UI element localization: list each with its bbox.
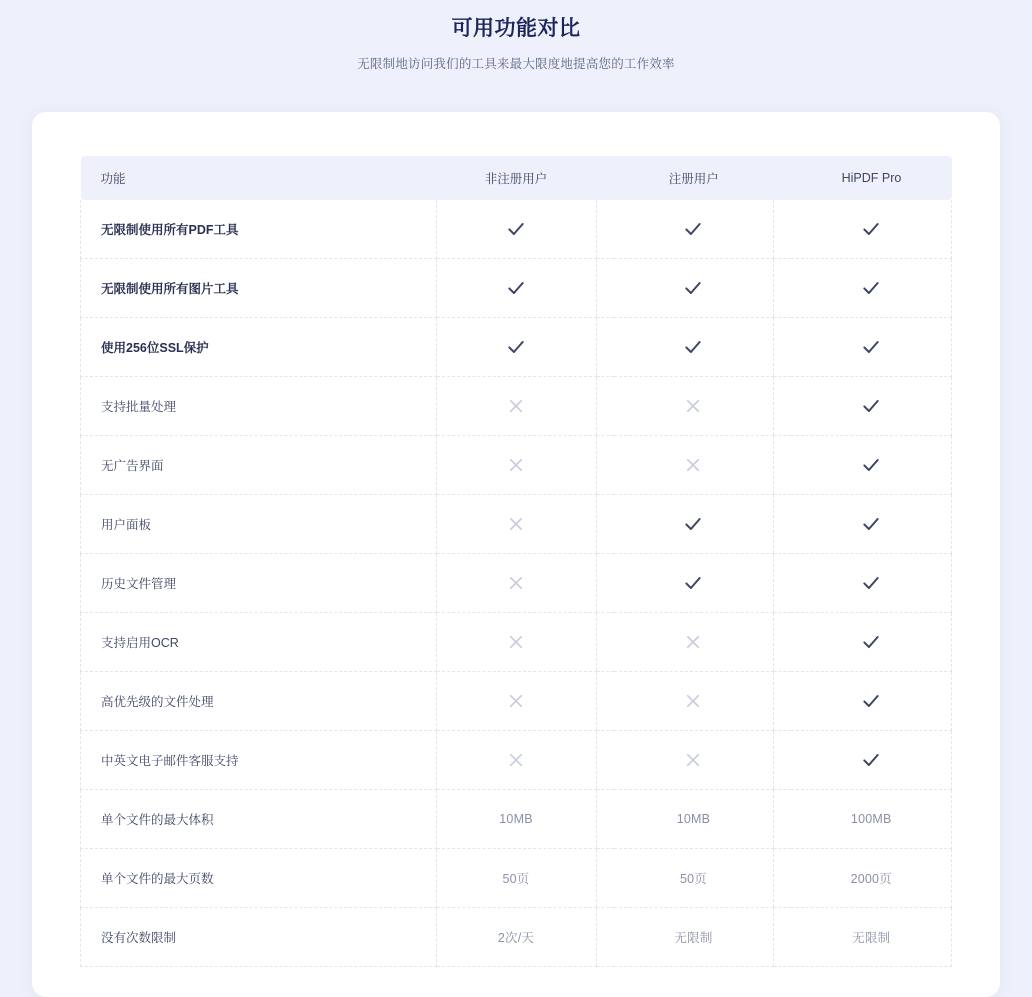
feature-value-cell [436,259,596,318]
column-divider [596,554,614,613]
feature-label: 支持批量处理 [81,377,437,436]
feature-label: 高优先级的文件处理 [81,672,437,731]
feature-label: 支持启用OCR [81,613,437,672]
feature-label: 使用256位SSL保护 [81,318,437,377]
column-divider [774,259,792,318]
table-row [81,731,952,790]
feature-value-cell [614,377,774,436]
page-title: 可用功能对比 [451,17,581,40]
feature-label: 用户面板 [81,495,437,554]
feature-value-cell [614,790,774,849]
cross-icon [507,752,525,766]
feature-value-cell [614,259,774,318]
cross-icon [684,752,702,766]
table-row [81,377,952,436]
feature-value-cell [436,200,596,259]
check-icon [683,339,703,353]
feature-value-cell [436,318,596,377]
feature-value-cell [791,731,951,790]
table-row [81,554,952,613]
feature-value-cell [614,849,774,908]
check-icon [683,221,703,235]
check-icon [683,280,703,294]
table-row [81,613,952,672]
check-icon [861,634,881,648]
column-divider [774,731,792,790]
table-row [81,259,952,318]
table-row [81,436,952,495]
column-header-registered: 注册用户 [614,156,774,200]
header-spacer-2 [774,156,792,200]
column-divider [596,377,614,436]
feature-value-cell [614,672,774,731]
cross-icon [684,398,702,412]
feature-value-cell [791,318,951,377]
feature-value-cell [791,790,951,849]
column-divider [774,613,792,672]
feature-label: 单个文件的最大页数 [81,849,437,908]
table-header-row [81,156,952,200]
column-divider [596,849,614,908]
check-icon [683,516,703,530]
feature-value-cell [791,908,951,967]
column-header-guest: 非注册用户 [436,156,596,200]
feature-value-cell [436,849,596,908]
cross-icon [507,693,525,707]
column-divider [774,908,792,967]
feature-value-cell [791,200,951,259]
check-icon [861,693,881,707]
table-row [81,790,952,849]
check-icon [861,457,881,471]
header-spacer-1 [596,156,614,200]
check-icon [506,280,526,294]
check-icon [861,339,881,353]
column-divider [774,554,792,613]
feature-label: 无限制使用所有PDF工具 [81,200,437,259]
feature-label: 中英文电子邮件客服支持 [81,731,437,790]
feature-value-text: 100MB [850,812,892,826]
check-icon [861,221,881,235]
column-divider [774,318,792,377]
feature-value-cell [614,613,774,672]
check-icon [506,339,526,353]
feature-value-text: 50页 [502,872,530,886]
cross-icon [684,457,702,471]
feature-value-cell [436,554,596,613]
column-divider [596,495,614,554]
table-row [81,672,952,731]
check-icon [861,280,881,294]
feature-label: 单个文件的最大体积 [81,790,437,849]
table-header [81,156,952,200]
column-divider [596,613,614,672]
table-row [81,908,952,967]
column-divider [596,200,614,259]
column-divider [596,436,614,495]
feature-label: 无限制使用所有图片工具 [81,259,437,318]
check-icon [861,752,881,766]
feature-value-cell [436,790,596,849]
feature-value-cell [791,613,951,672]
cross-icon [507,457,525,471]
feature-value-cell [436,436,596,495]
feature-value-text: 无限制 [674,931,713,945]
column-divider [774,436,792,495]
feature-value-cell [436,495,596,554]
feature-value-cell [436,672,596,731]
table-row [81,200,952,259]
page-subtitle: 无限制地访问我们的工具来最大限度地提高您的工作效率 [357,57,675,71]
feature-value-cell [436,731,596,790]
feature-value-cell [614,731,774,790]
check-icon [861,575,881,589]
check-icon [506,221,526,235]
column-divider [774,495,792,554]
column-divider [774,849,792,908]
feature-value-cell [791,849,951,908]
cross-icon [507,516,525,530]
feature-value-cell [614,200,774,259]
feature-value-cell [791,377,951,436]
feature-value-cell [436,377,596,436]
column-divider [774,790,792,849]
feature-value-text: 50页 [679,872,707,886]
cross-icon [507,398,525,412]
feature-value-text: 10MB [499,812,533,826]
feature-value-cell [791,495,951,554]
feature-value-cell [791,554,951,613]
check-icon [861,516,881,530]
column-divider [774,377,792,436]
column-header-feature: 功能 [81,156,437,200]
cross-icon [684,634,702,648]
table-row [81,495,952,554]
column-divider [596,908,614,967]
feature-value-cell [791,436,951,495]
feature-comparison-table [80,156,952,967]
cross-icon [684,693,702,707]
feature-value-text: 2000页 [850,872,892,886]
feature-value-text: 无限制 [852,931,891,945]
column-divider [596,672,614,731]
column-divider [596,318,614,377]
column-divider [596,731,614,790]
feature-value-cell [614,554,774,613]
feature-value-cell [791,259,951,318]
column-divider [596,790,614,849]
check-icon [861,398,881,412]
feature-value-cell [436,908,596,967]
feature-label: 历史文件管理 [81,554,437,613]
feature-value-cell [614,318,774,377]
feature-value-cell [614,436,774,495]
check-icon [683,575,703,589]
cross-icon [507,575,525,589]
comparison-card [32,112,1000,997]
feature-value-cell [436,613,596,672]
column-divider [596,259,614,318]
feature-label: 无广告界面 [81,436,437,495]
column-header-pro: HiPDF Pro [791,156,951,200]
feature-value-cell [791,672,951,731]
feature-value-text: 10MB [676,812,711,826]
table-row [81,318,952,377]
column-divider [774,672,792,731]
table-body [81,200,952,967]
feature-label: 没有次数限制 [81,908,437,967]
feature-value-cell [614,908,774,967]
table-row [81,849,952,908]
cross-icon [507,634,525,648]
feature-value-text: 2次/天 [497,931,535,945]
feature-value-cell [614,495,774,554]
column-divider [774,200,792,259]
